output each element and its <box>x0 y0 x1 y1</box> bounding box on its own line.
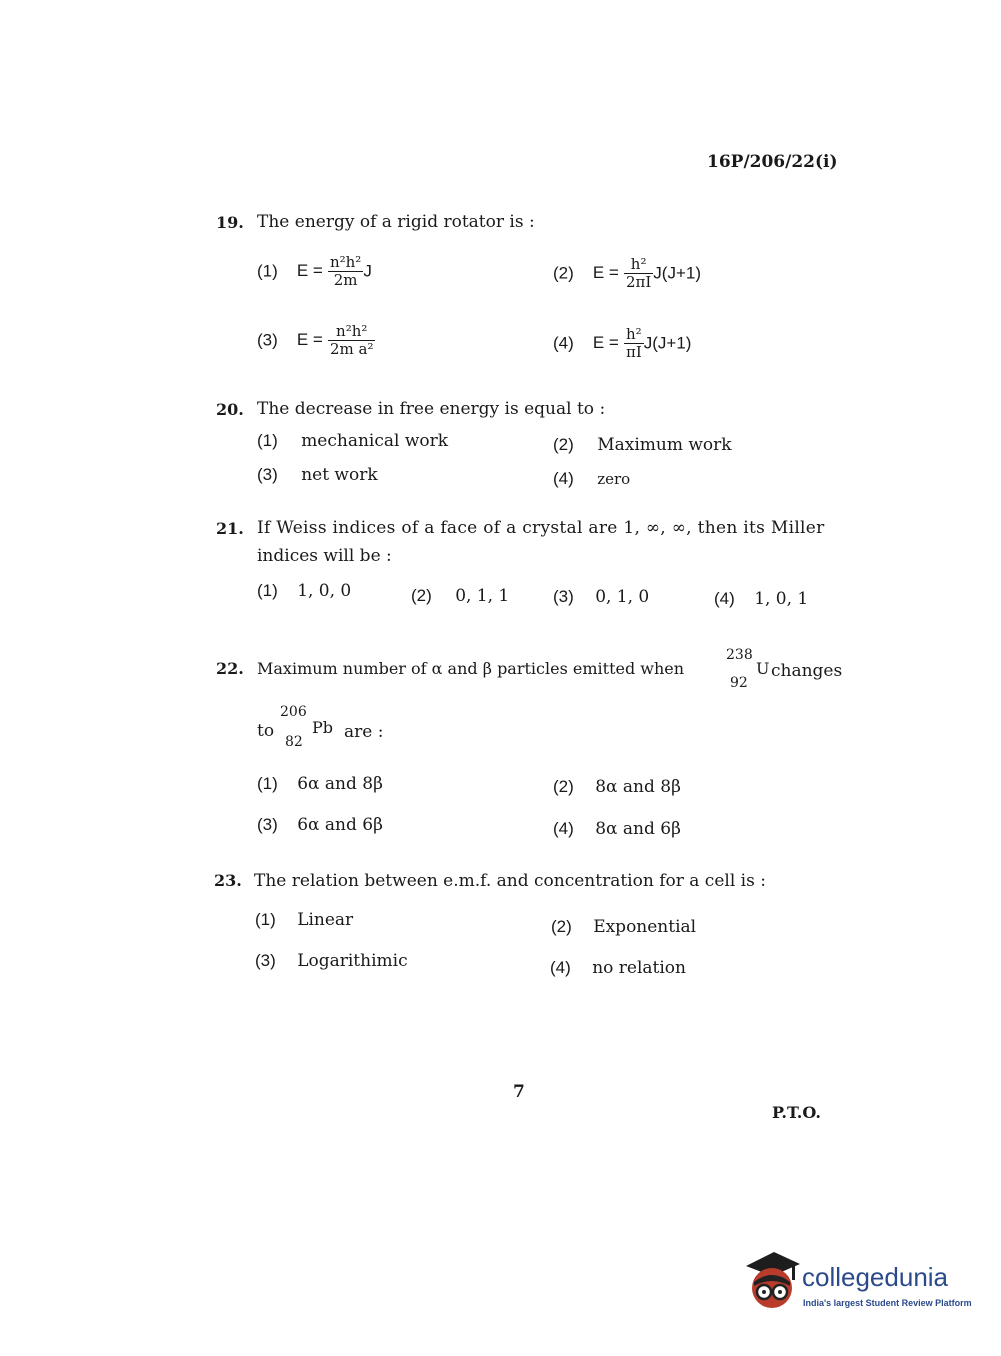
q23-option-2[interactable] <box>551 917 696 937</box>
question-22-are: are : <box>344 722 384 742</box>
option-number: (1) <box>255 910 276 929</box>
question-22-to: to <box>257 721 275 741</box>
question-22-text-line1: Maximum number of α and β particles emitted when <box>257 659 685 678</box>
option-text: 0, 1, 1 <box>455 586 510 606</box>
option-number: (2) <box>553 435 574 454</box>
option-text: Maximum work <box>597 435 732 455</box>
option-text: 1, 0, 1 <box>754 589 809 609</box>
paper-code: 16P/206/22(i) <box>707 152 838 172</box>
uranium-nuclide <box>726 647 844 695</box>
option-number: (4) <box>553 819 574 838</box>
q20-option-3[interactable] <box>257 465 378 485</box>
q20-option-4[interactable] <box>553 469 630 489</box>
option-text: 6α and 6β <box>297 815 383 835</box>
q23-option-1[interactable] <box>255 910 353 930</box>
q21-option-4[interactable] <box>714 589 808 609</box>
equation-tail: J <box>363 261 372 281</box>
denominator: 2πI <box>625 273 652 292</box>
fraction <box>328 323 376 359</box>
q23-option-3[interactable] <box>255 951 408 971</box>
lead-atomic-number: 82 <box>285 734 303 750</box>
option-number: (1) <box>257 261 278 281</box>
option-number: (1) <box>257 774 278 793</box>
q21-option-2[interactable] <box>411 586 509 606</box>
equation-lhs: E = <box>592 263 619 283</box>
option-text: 0, 1, 0 <box>595 587 650 607</box>
question-20-number: 20. <box>216 400 244 419</box>
q22-option-1[interactable] <box>257 774 383 794</box>
question-23-number: 23. <box>214 871 242 890</box>
equation-lhs: E = <box>296 330 323 350</box>
lead-nuclide <box>257 704 397 752</box>
question-22-number: 22. <box>216 659 244 678</box>
question-19-number: 19. <box>216 213 244 232</box>
uranium-atomic-number: 92 <box>730 675 748 691</box>
denominator: πI <box>625 343 642 362</box>
denominator: 2m a² <box>329 340 374 359</box>
numerator: h² <box>624 256 653 274</box>
question-23-text: The relation between e.m.f. and concentration for a cell is : <box>254 871 766 891</box>
option-text: Logarithimic <box>297 951 408 971</box>
option-number: (4) <box>553 333 574 353</box>
q22-option-4[interactable] <box>553 819 681 839</box>
option-number: (2) <box>551 917 572 936</box>
q22-option-2[interactable] <box>553 777 681 797</box>
option-text: 8α and 6β <box>595 819 681 839</box>
option-text: mechanical work <box>301 431 449 451</box>
option-number: (3) <box>257 815 278 834</box>
q20-option-2[interactable] <box>553 435 732 455</box>
option-number: (4) <box>553 469 574 488</box>
question-21-text-line1: If Weiss indices of a face of a crystal are 1, ∞, ∞, then its Miller <box>257 518 825 538</box>
option-text: no relation <box>592 958 686 978</box>
question-20-text: The decrease in free energy is equal to : <box>257 399 606 419</box>
equation-lhs: E = <box>296 261 323 281</box>
lead-symbol: Pb <box>312 718 334 737</box>
numerator: n²h² <box>328 323 376 341</box>
option-number: (3) <box>257 465 278 484</box>
option-number: (2) <box>411 586 432 605</box>
pto-label: P.T.O. <box>772 1103 821 1122</box>
q19-option-2[interactable] <box>553 256 701 292</box>
question-21-text-line2: indices will be : <box>257 546 392 566</box>
option-text: net work <box>301 465 378 485</box>
q19-option-3[interactable] <box>257 323 375 359</box>
option-text: Exponential <box>593 917 697 937</box>
mascot-icon <box>740 1248 802 1314</box>
option-number: (4) <box>714 589 735 608</box>
option-text: 8α and 8β <box>595 777 681 797</box>
page-number: 7 <box>513 1082 525 1102</box>
logo-wordmark: collegedunia <box>802 1262 949 1292</box>
q22-option-3[interactable] <box>257 815 383 835</box>
collegedunia-logo[interactable] <box>740 1248 972 1318</box>
option-text: 6α and 8β <box>297 774 383 794</box>
equation-tail: J(J+1) <box>653 263 702 283</box>
equation-lhs: E = <box>592 333 619 353</box>
option-number: (3) <box>553 587 574 606</box>
option-number: (1) <box>257 431 278 450</box>
option-text: zero <box>597 470 631 488</box>
question-21-number: 21. <box>216 519 244 538</box>
option-text: 1, 0, 0 <box>297 581 352 601</box>
option-number: (4) <box>550 958 571 977</box>
q19-option-1[interactable] <box>257 254 372 290</box>
uranium-mass-number: 238 <box>726 647 753 663</box>
option-number: (3) <box>255 951 276 970</box>
option-text: Linear <box>297 910 354 930</box>
q19-option-4[interactable] <box>553 326 691 362</box>
q23-option-4[interactable] <box>550 958 686 978</box>
uranium-symbol: U <box>756 659 770 678</box>
denominator: 2m <box>333 271 358 290</box>
q20-option-1[interactable] <box>257 431 448 451</box>
fraction <box>624 256 653 292</box>
option-number: (2) <box>553 263 574 283</box>
option-number: (2) <box>553 777 574 796</box>
question-19-text: The energy of a rigid rotator is : <box>257 212 535 232</box>
q21-option-3[interactable] <box>553 587 649 607</box>
lead-mass-number: 206 <box>280 704 307 720</box>
q21-option-1[interactable] <box>257 581 351 601</box>
option-number: (3) <box>257 330 278 350</box>
option-number: (1) <box>257 581 278 600</box>
logo-tagline: India's largest Student Review Platform <box>803 1298 972 1308</box>
fraction <box>624 326 644 362</box>
equation-tail: J(J+1) <box>643 333 692 353</box>
question-22-changes: changes <box>771 661 843 681</box>
numerator: h² <box>624 326 644 344</box>
numerator: n²h² <box>329 253 362 271</box>
fraction <box>328 254 363 290</box>
